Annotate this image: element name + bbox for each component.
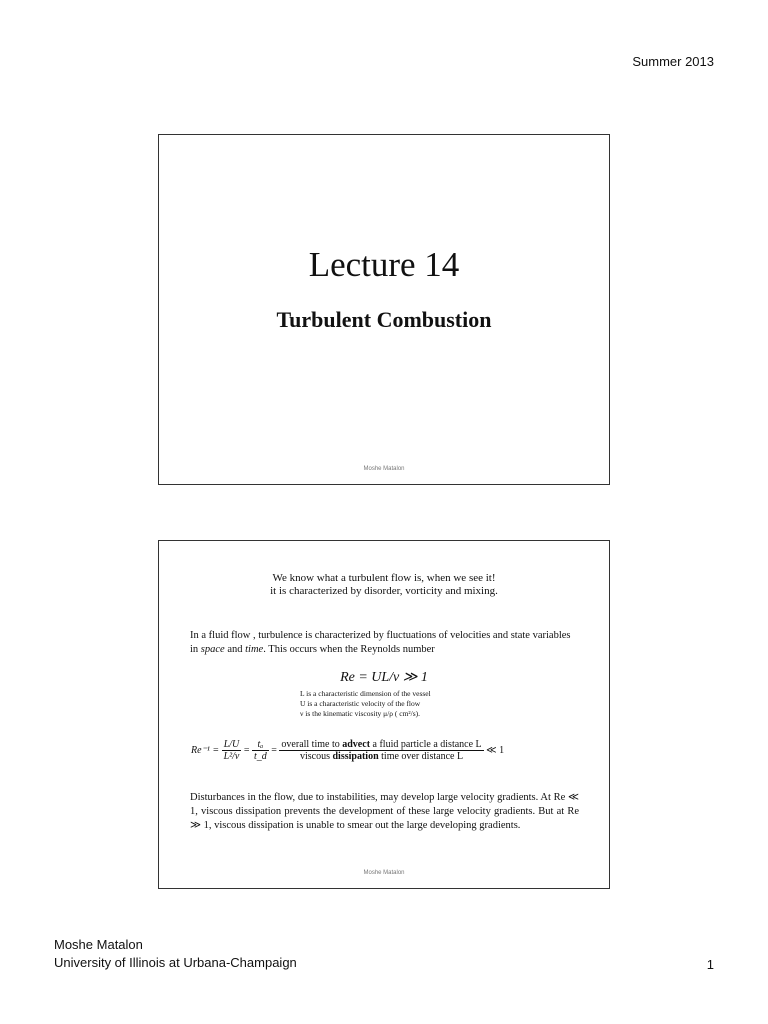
para1-text-a: In a fluid flow , turbulence is characterized by fluctuations of velocities and state variables in (190, 630, 571, 655)
frac3-den (279, 751, 483, 762)
frac3-den-bold: dissipation (332, 751, 379, 762)
page-number: 1 (706, 957, 714, 972)
frac3-den-a: viscous (300, 751, 333, 762)
fraction-description (279, 739, 483, 762)
slide-turbulence-intro (158, 540, 610, 889)
slide1-subtitle: Turbulent Combustion (276, 307, 492, 332)
frac2-den: t_d (254, 751, 267, 762)
fraction-time-scales (252, 739, 269, 762)
header-term: Summer 2013 (632, 54, 714, 69)
intro-line-2: it is characterized by disorder, vorticity and mixing. (270, 585, 498, 597)
frac3-num (279, 739, 483, 751)
variable-notes (300, 689, 431, 719)
frac1-num: L/U (222, 739, 242, 751)
ratio-lhs: Re⁻¹ = (191, 745, 220, 756)
time-ratio-equation (191, 739, 579, 771)
ratio-eq-1: = (243, 745, 250, 756)
reynolds-equation: Re = UL/ν ≫ 1 (340, 670, 428, 685)
intro-line-1: We know what a turbulent flow is, when we see it! (272, 572, 496, 584)
note-U: U is a characteristic velocity of the flow (300, 699, 421, 708)
note-L: L is a characteristic dimension of the vessel (300, 689, 431, 698)
ratio-rhs: ≪ 1 (486, 745, 505, 756)
slide2-paragraph-1 (190, 629, 579, 657)
slide1-footer: Moshe Matalon (363, 466, 405, 472)
page-footer-credits (54, 936, 297, 972)
frac3-num-bold: advect (342, 739, 371, 750)
slide1-title: Lecture 14 (308, 245, 460, 284)
para1-text-b: . This occurs when the Reynolds number (263, 644, 435, 655)
frac3-num-b: a fluid particle a distance L (370, 739, 482, 750)
footer-author: Moshe Matalon (54, 937, 143, 952)
para1-space: space (200, 644, 225, 655)
para1-time: time (245, 644, 264, 655)
frac3-den-b: time over distance L (378, 751, 464, 762)
slide-title (158, 134, 610, 485)
footer-institution: University of Illinois at Urbana-Champaign (54, 955, 297, 970)
slide2-paragraph-2: Disturbances in the flow, due to instabilities, may develop large velocity gradients. At Re ≪ 1, viscous dissipation prevents the development of these large velocity gradients. But at Re ≫ 1, viscous dissipation is unable to smear out the large developing gradients. (190, 792, 579, 831)
para1-and: and (224, 644, 246, 655)
frac2-num: tₐ (252, 739, 269, 751)
fraction-length-velocity (222, 739, 242, 762)
ratio-eq-2: = (271, 745, 277, 756)
slide2-intro (159, 572, 609, 598)
slide2-footer: Moshe Matalon (363, 870, 405, 876)
frac3-num-a: overall time to (281, 739, 343, 750)
note-nu: ν is the kinematic viscosity μ/ρ ( cm²/s). (300, 709, 421, 718)
frac1-den: L²/ν (223, 751, 240, 762)
